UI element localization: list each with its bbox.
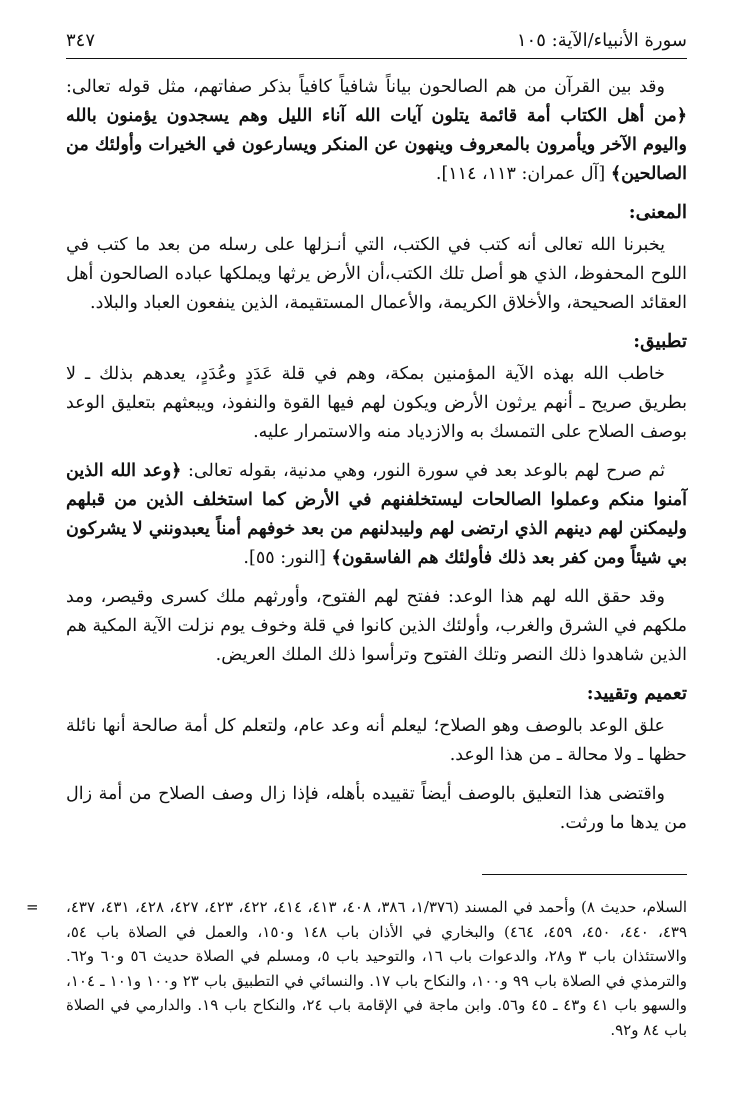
- paragraph-application-2: [66, 457, 687, 573]
- quran-quote: ﴿من أهل الكتاب أمة قائمة يتلون آيات الله آناء الليل وهم يسجدون يؤمنون بالله واليوم الآخر ويأمرون بالمعروف وينهون عن المنكر ويسارعون في الخيرات وأولئك من الصالحين﴾: [66, 106, 687, 184]
- application-intro: ثم صرح لهم بالوعد بعد في سورة النور، وهي مدنية، بقوله تعالى:: [181, 461, 665, 481]
- footnote-separator: [482, 874, 687, 875]
- heading-generalization: تعميم وتقييد:: [586, 683, 687, 704]
- heading-application: تطبيق:: [633, 331, 687, 352]
- footnote-continuation-mark: =: [26, 898, 39, 916]
- running-header: [66, 28, 687, 59]
- paragraph-generalization-1: علق الوعد بالوصف وهو الصلاح؛ ليعلم أنه وعد عام، ولتعلم كل أمة صالحة أنها نائلة حظها ـ ولا محالة ـ من هذا الوعد.: [66, 716, 687, 765]
- paragraph-generalization-2: واقتضى هذا التعليق بالوصف أيضاً تقييده بأهله، فإذا زال وصف الصلاح من أمة زال من يدها ما ورثت.: [66, 784, 687, 833]
- quote-reference: [النور: ٥٥].: [243, 548, 332, 568]
- running-title: سورة الأنبياء/الآية: ١٠٥: [516, 30, 687, 51]
- paragraph-intro: [66, 73, 687, 189]
- footnote-text: السلام، حديث ٨) وأحمد في المسند (١/٣٧٦، ٣٨٦، ٤٠٨، ٤١٣، ٤١٤، ٤٢٢، ٤٢٣، ٤٢٧، ٤٢٨، ٤٣١، ٤٣٧، ٤٣٩، ٤٤٠، ٤٥٠، ٤٥٩، ٤٦٤) والبخاري في الأذان باب ١٤٨ و١٥٠، والعمل في الصلاة باب ٥٤، والاستئذان باب ٣ و٢٨، والدعوات باب ١٦، والتوحيد باب ٥، ومسلم في الصلاة حديث ٥٦ و٦٠ و٦٢. والترمذي في الصلاة باب ٩٩ و١٠٠، والنكاح باب ١٧. والنسائي في التطبيق باب ٢٣ و١٠٠ و١٠١ ـ ١٠٤، والسهو باب ٤١ و٤٣ ـ ٤٥ و٥٦. وابن ماجة في الإقامة باب ٢٤، والنكاح باب ١٩. والدارمي في الصلاة باب ٨٤ و٩٢.: [66, 898, 688, 1039]
- paragraph-application-3: وقد حقق الله لهم هذا الوعد: ففتح لهم الفتوح، وأورثهم ملك كسرى وقيصر، ومد ملكهم في الشرق والغرب، وأولئك الذين كانوا في قلة وخوف يوم نزلت الآية المكية هم الذين شاهدوا ذلك النصر وتلك الفتوح وترأسوا ذلك الملك العريض.: [66, 587, 687, 665]
- quote-reference: [آل عمران: ١١٣، ١١٤].: [435, 164, 611, 184]
- heading-meaning: المعنى:: [628, 202, 687, 223]
- paragraph-meaning: يخبرنا الله تعالى أنه كتب في الكتب، التي أنـزلها على رسله من بعد ما كتب في اللوح المحفوظ، الذي هو أصل تلك الكتب،أن الأرض يرثها ويملكها عباده الصالحون أهل العقائد الصحيحة، والأخلاق الكريمة، والأعمال المستقيمة، الذين ينفعون العباد والبلاد.: [66, 235, 687, 313]
- paragraph-application-1: خاطب الله بهذه الآية المؤمنين بمكة، وهم في قلة عَدَدٍ وعُدَدٍ، يعدهم بذلك ـ لا بطريق صريح ـ أنهم يرثون الأرض ويكون لهم فيها القوة والنفوذ، ويبعثهم بتعليق الوعد بوصف الصلاح على التمسك به والازدياد منه والاستمرار عليه.: [66, 364, 687, 442]
- intro-text: وقد بين القرآن من هم الصالحون بياناً شافياً كافياً بذكر صفاتهم، مثل قوله تعالى:: [66, 77, 665, 97]
- quran-quote: ﴿وعد الله الذين آمنوا منكم وعملوا الصالحات ليستخلفنهم في الأرض كما استخلف الذين من قبلهم وليمكنن لهم دينهم الذي ارتضى لهم وليبدلنهم من بعد خوفهم أمناً يعبدونني لا يشركون بي شيئاً ومن كفر بعد ذلك فأولئك هم الفاسقون﴾: [66, 461, 687, 568]
- main-text: [66, 73, 687, 838]
- page-number: ٣٤٧: [66, 30, 96, 51]
- footnote: [26, 895, 688, 1042]
